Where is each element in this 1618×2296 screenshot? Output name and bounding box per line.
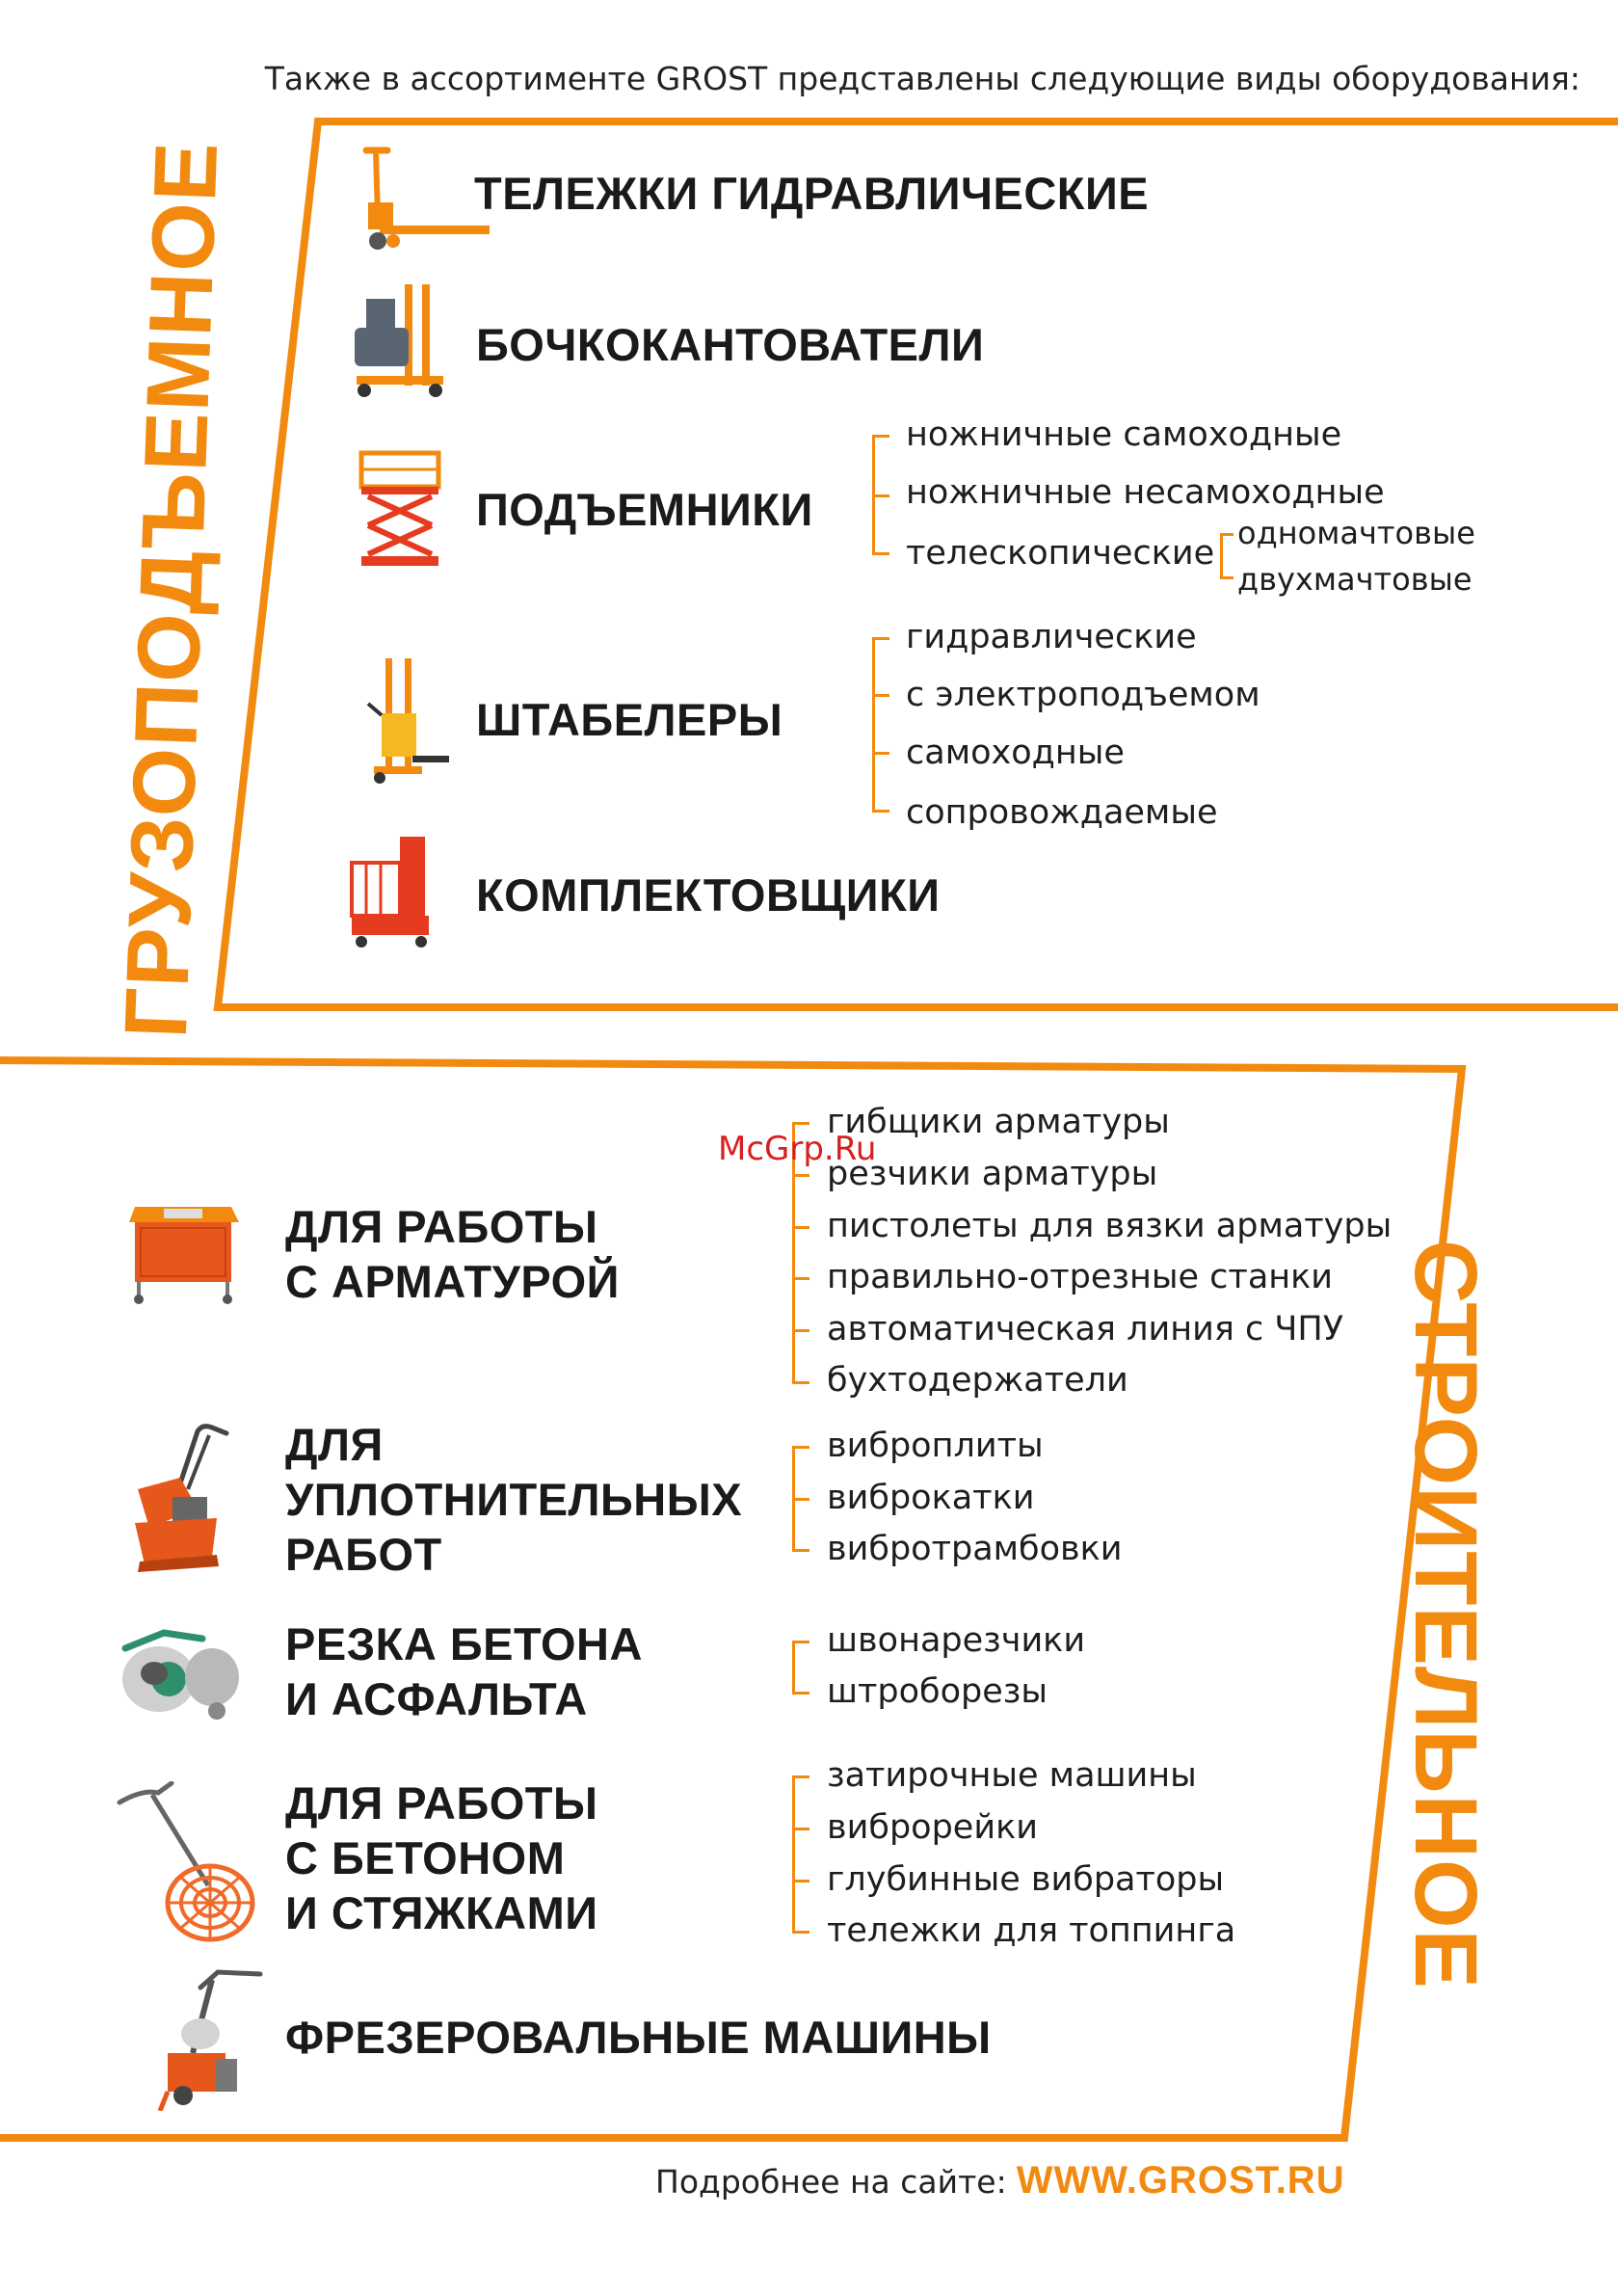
sub-item: вибротрамбовки [827,1530,1123,1568]
sub-item: бухтодержатели [827,1361,1128,1400]
category-stackers: ШТАБЕЛЕРЫ [476,694,783,745]
sub-item: пистолеты для вязки арматуры [827,1207,1393,1245]
sub-item: гидравлические [906,618,1197,656]
category-rebar: ДЛЯ РАБОТЫ С АРМАТУРОЙ [285,1201,620,1307]
sub-item: самоходные [906,734,1125,772]
sub-item: ножничные несамоходные [906,473,1385,512]
power-trowel-icon [114,1781,258,1945]
drum-handler-icon [347,280,453,400]
footer-label: Подробнее на сайте: [655,2163,1007,2201]
category-concrete-cutting: РЕЗКА БЕТОНА И АСФАЛЬТА [285,1618,643,1724]
sub-item: гибщики арматуры [827,1103,1170,1141]
category-lifts: ПОДЪЕМНИКИ [476,484,813,535]
concrete-cutter-icon [116,1619,246,1725]
stacker-icon [364,655,451,786]
sub-item: с электроподъемом [906,676,1260,714]
sub-item: виброрейки [827,1808,1038,1847]
sub-item: сопровождаемые [906,793,1218,832]
sub-item: автоматическая линия с ЧПУ [827,1310,1344,1348]
section-title-lifting: ГРУЗОПОДЪЕМНОЕ [106,140,237,1040]
sub-item: штроборезы [827,1672,1048,1711]
sub-item: глубинные вибраторы [827,1860,1225,1899]
sub-item: телескопические [906,534,1215,573]
scissor-lift-icon [357,448,443,574]
sub-sub-item: одномачтовые [1237,515,1475,551]
plate-compactor-icon [120,1422,236,1576]
milling-machine-icon [154,1966,279,2111]
sub-item: правильно-отрезные станки [827,1258,1334,1296]
sub-item: виброплиты [827,1427,1044,1465]
category-drum-handlers: БОЧКОКАНТОВАТЕЛИ [476,319,985,370]
sub-item: ножничные самоходные [906,415,1342,454]
category-milling: ФРЕЗЕРОВАЛЬНЫЕ МАШИНЫ [285,2012,992,2063]
bracket-stackers [872,637,875,813]
section-title-construction: СТРОИТЕЛЬНОЕ [1396,1240,1495,1989]
bracket-concrete-screeds [792,1775,795,1934]
sub-item: виброкатки [827,1479,1035,1517]
order-picker-icon [342,834,438,949]
intro-text: Также в ассортименте GROST представлены следующие виды оборудования: [264,60,1580,97]
category-order-pickers: КОМПЛЕКТОВЩИКИ [476,869,941,921]
category-concrete-screeds: ДЛЯ РАБОТЫ С БЕТОНОМ И СТЯЖКАМИ [285,1777,598,1938]
category-compaction: ДЛЯ УПЛОТНИТЕЛЬНЫХ РАБОТ [285,1419,743,1580]
sub-item: резчики арматуры [827,1155,1158,1193]
sub-item: швонарезчики [827,1621,1086,1660]
sub-item: затирочные машины [827,1756,1197,1795]
sub-item: тележки для топпинга [827,1911,1236,1950]
watermark: McGrp.Ru [718,1130,877,1168]
bracket-concrete-cutting [792,1641,795,1695]
website-link[interactable]: WWW.GROST.RU [1016,2159,1345,2202]
footer [655,2159,1345,2203]
sub-sub-item: двухмачтовые [1237,561,1472,598]
category-pallet-trucks: ТЕЛЕЖКИ ГИДРАВЛИЧЕСКИЕ [474,168,1150,219]
rebar-machine-icon [125,1195,241,1306]
bracket-telescopic [1220,533,1223,578]
